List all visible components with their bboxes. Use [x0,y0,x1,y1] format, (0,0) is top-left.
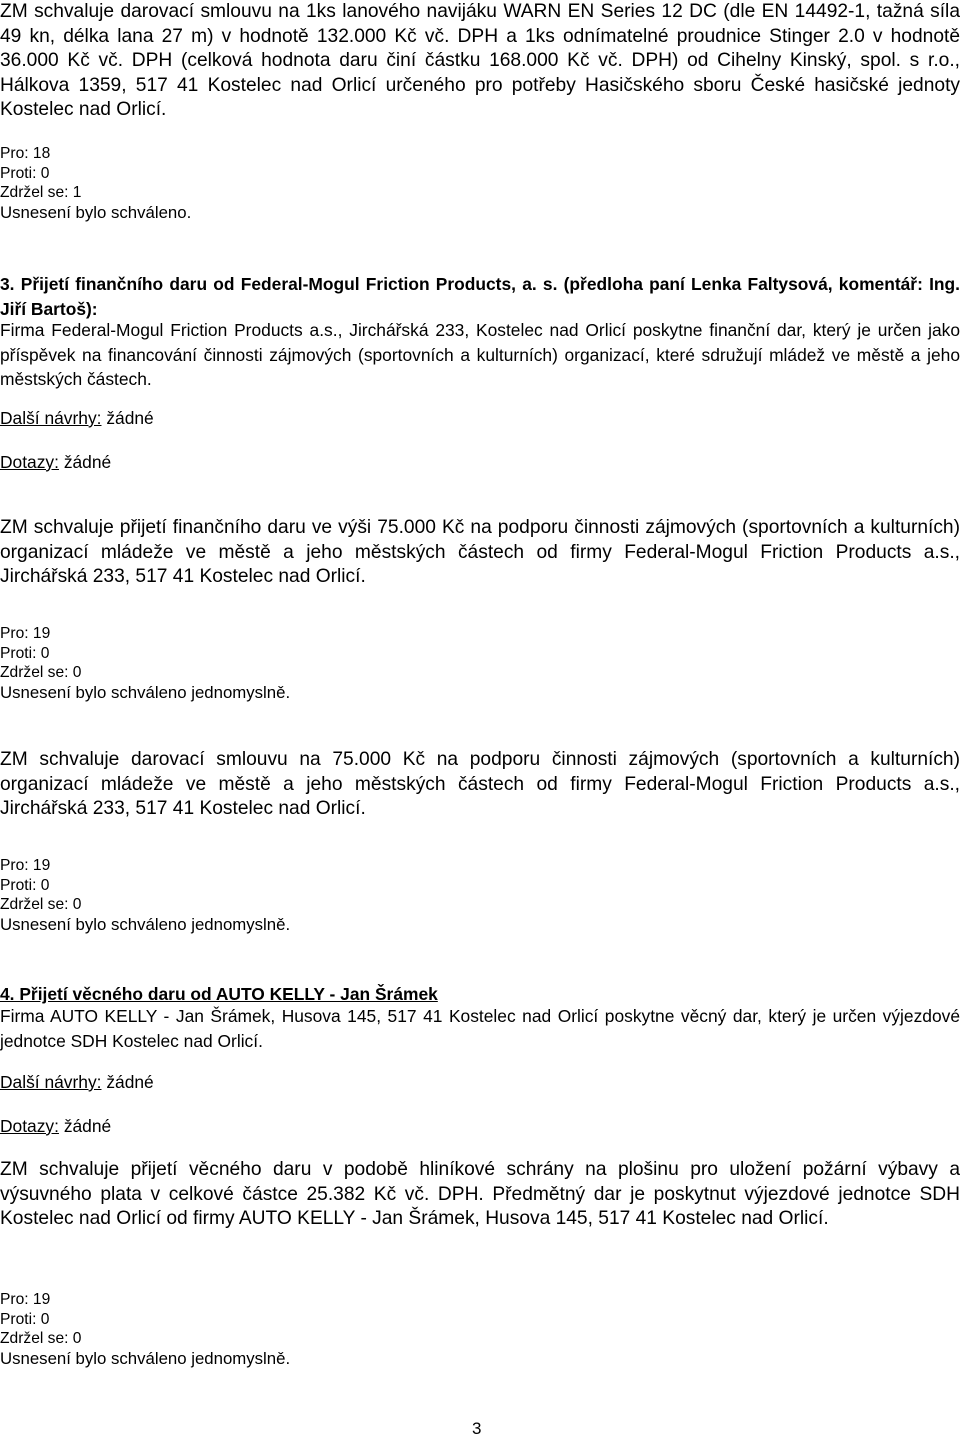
section4-description: Firma AUTO KELLY - Jan Šrámek, Husova 145, 517 41 Kostelec nad Orlicí poskytne věcný dar, který je určen výjezdové jednotce SDH Kostelec nad Orlicí. [0,1006,960,1051]
section3-vote2 [0,856,960,935]
intro-vote [0,144,960,223]
vote-pro: Pro: 19 [0,857,51,874]
dotazy-value: žádné [63,452,112,472]
vote-zdrzel: Zdržel se: 1 [0,184,82,202]
dotazy-value: žádné [63,1116,112,1136]
dotazy-label: Dotazy: [0,452,59,472]
intro-section [0,0,960,123]
section3-vote1 [0,624,960,703]
vote-pro: Pro: 19 [0,625,51,642]
dalsi-navrhy-label: Další návrhy: [0,408,102,428]
section4-resolution: ZM schvaluje přijetí věcného daru v podobě hliníkové schrány na plošinu pro uložení požární výbavy a výsuvného plata v celkové částce 25.382 Kč vč. DPH. Předmětný dar je poskytnut výjezdové jednotce SDH Kostelec nad Orlicí od firmy AUTO KELLY - Jan Šrámek, Husova 145, 517 41 Kostelec nad Orlicí. [0,1159,960,1229]
section3-dotazy [0,450,960,475]
vote-pro: Pro: 19 [0,1291,51,1308]
vote-proti: Proti: 0 [0,164,50,182]
section4-description-block [0,1004,960,1053]
section3-resolution2-block [0,748,960,822]
dotazy-label: Dotazy: [0,1116,59,1136]
dalsi-navrhy-value: žádné [106,408,154,428]
vote-proti: Proti: 0 [0,876,50,894]
section4-dalsi-navrhy [0,1070,960,1095]
section4-resolution-block [0,1158,960,1232]
page-number: 3 [472,1419,482,1438]
vote-zdrzel: Zdržel se: 0 [0,896,82,914]
vote-proti: Proti: 0 [0,644,50,662]
section4-heading: 4. Přijetí věcného daru od AUTO KELLY - Jan Šrámek [0,984,438,1004]
section4-vote [0,1290,960,1369]
dalsi-navrhy-value: žádné [106,1072,154,1092]
section3-resolution2: ZM schvaluje darovací smlouvu na 75.000 Kč na podporu činnosti zájmových (sportovních a kulturních) organizací mládeže ve městě a jeho městských částech od firmy Federal-Mogul Friction Products a.s., Jirchářská 233, 517 41 Kostelec nad Orlicí. [0,749,960,819]
section4-dotazy [0,1114,960,1139]
section3-resolution1: ZM schvaluje přijetí finančního daru ve výši 75.000 Kč na podporu činnosti zájmových (sportovních a kulturních) organizací mládeže ve městě a jeho městských částech od firmy Federal-Mogul Friction Products a.s., Jirchářská 233, 517 41 Kostelec nad Orlicí. [0,517,960,587]
vote-result: Usnesení bylo schváleno jednomyslně. [0,915,291,935]
intro-resolution: ZM schvaluje darovací smlouvu na 1ks lanového navijáku WARN EN Series 12 DC (dle EN 14492-1, tažná síla 49 kn, délka lana 27 m) v hodnotě 132.000 Kč vč. DPH a 1ks odnímatelné proudnice Stinger 2.0 v hodnotě 36.000 Kč vč. DPH (celková hodnota daru činí částku 168.000 Kč vč. DPH) od Cihelny Kinský, spol. s r.o., Hálkova 1359, 517 41 Kostelec nad Orlicí určeného pro potřeby Hasičského sboru České hasičské jednoty Kostelec nad Orlicí. [0,1,960,120]
vote-pro: Pro: 18 [0,145,51,162]
vote-result: Usnesení bylo schváleno. [0,203,192,223]
section3-description-block [0,318,960,392]
dalsi-navrhy-label: Další návrhy: [0,1072,102,1092]
section3-heading: 3. Přijetí finančního daru od Federal-Mogul Friction Products, a. s. (předloha paní Lenka Faltysová, komentář: Ing. Jiří Bartoš): [0,274,960,319]
section3-description: Firma Federal-Mogul Friction Products a.s., Jirchářská 233, Kostelec nad Orlicí poskytne finanční dar, který je určen jako příspěvek na financování činnosti zájmových (sportovních a kulturních) organizací, které sdružují mládež ve městě a jeho městských částech. [0,320,960,390]
section4-heading-block [0,982,960,1007]
vote-result: Usnesení bylo schváleno jednomyslně. [0,1349,291,1369]
section3-dalsi-navrhy [0,406,960,431]
vote-zdrzel: Zdržel se: 0 [0,1330,82,1348]
section3-heading-block [0,272,960,321]
section3-resolution1-block [0,516,960,590]
vote-proti: Proti: 0 [0,1310,50,1328]
vote-zdrzel: Zdržel se: 0 [0,664,82,682]
vote-result: Usnesení bylo schváleno jednomyslně. [0,683,291,703]
